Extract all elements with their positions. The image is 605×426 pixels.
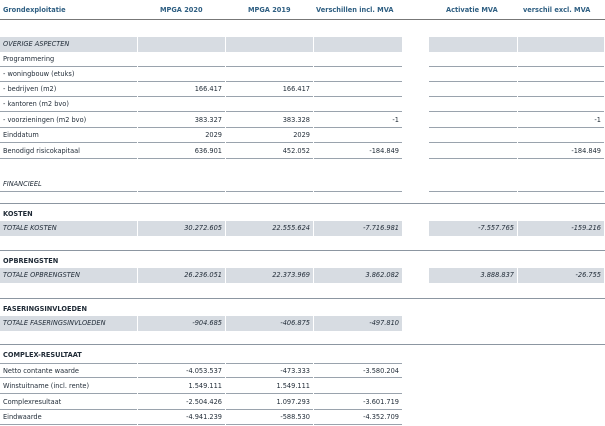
value-mpga-2019 <box>226 348 313 363</box>
table-row <box>0 348 605 363</box>
value-mpga-2019: 22.373.969 <box>226 268 313 283</box>
value-mpga-2020 <box>138 254 225 269</box>
value-verschil-excl: -26.755 <box>518 268 604 283</box>
header-divider <box>0 19 605 20</box>
row-label: - bedrijven (m2) <box>0 82 137 97</box>
value-activatie <box>429 97 517 112</box>
table-row <box>0 52 605 67</box>
value-verschillen <box>314 37 402 52</box>
value-verschillen <box>314 97 402 112</box>
section-label: FASERINGSINVLOEDEN <box>3 305 87 313</box>
row-label: TOTALE KOSTEN <box>0 221 137 236</box>
value-verschil-excl <box>518 379 604 394</box>
value-mpga-2019: 383.328 <box>226 113 313 128</box>
value-verschil-excl <box>518 254 604 269</box>
value-verschillen <box>314 254 402 269</box>
row-label: OVERIGE ASPECTEN <box>0 37 137 52</box>
value-verschillen: 3.862.082 <box>314 268 402 283</box>
value-activatie <box>429 395 517 410</box>
value-mpga-2020 <box>138 97 225 112</box>
row-label: Winstuitname (incl. rente) <box>0 379 137 394</box>
row-label: Eindwaarde <box>0 410 137 425</box>
value-activatie <box>429 37 517 52</box>
value-mpga-2020: -2.504.426 <box>138 395 225 410</box>
value-mpga-2020 <box>138 37 225 52</box>
value-verschil-excl <box>518 128 604 143</box>
value-verschillen <box>314 177 402 192</box>
value-mpga-2019: 1.549.111 <box>226 379 313 394</box>
value-verschil-excl <box>518 52 604 67</box>
row-label: Netto contante waarde <box>0 363 137 378</box>
value-verschil-excl: -184.849 <box>518 144 604 159</box>
value-verschillen: -1 <box>314 113 402 128</box>
header-grondexploitatie: Grondexploitatie <box>3 6 66 14</box>
table-row <box>0 254 605 269</box>
value-verschil-excl <box>518 67 604 82</box>
table-row <box>0 128 605 143</box>
table-row <box>0 37 605 52</box>
row-label: Complexresultaat <box>0 395 137 410</box>
value-verschil-excl <box>518 97 604 112</box>
value-mpga-2019 <box>226 177 313 192</box>
value-verschil-excl <box>518 410 604 425</box>
table-header <box>0 0 605 20</box>
table-row <box>0 207 605 222</box>
value-mpga-2020: 26.236.051 <box>138 268 225 283</box>
value-mpga-2019 <box>226 97 313 112</box>
value-activatie: -7.557.765 <box>429 221 517 236</box>
value-mpga-2020: 1.549.111 <box>138 379 225 394</box>
table-row <box>0 302 605 317</box>
value-activatie <box>429 348 517 363</box>
value-mpga-2019: -406.875 <box>226 316 313 331</box>
value-mpga-2020: 2029 <box>138 128 225 143</box>
row-label: Benodigd risicokapitaal <box>0 144 137 159</box>
value-activatie <box>429 177 517 192</box>
header-activatie-mva: Activatie MVA <box>446 6 498 14</box>
table-row <box>0 67 605 82</box>
value-verschil-excl <box>518 316 604 331</box>
row-label: TOTALE OPBRENGSTEN <box>0 268 137 283</box>
value-activatie <box>429 113 517 128</box>
table-row-total <box>0 316 605 331</box>
value-activatie <box>429 128 517 143</box>
value-verschillen: -4.352.709 <box>314 410 402 425</box>
value-mpga-2020 <box>138 52 225 67</box>
value-mpga-2019 <box>226 67 313 82</box>
value-verschil-excl: -159.216 <box>518 221 604 236</box>
section-divider <box>0 250 605 251</box>
value-mpga-2019: 1.097.293 <box>226 395 313 410</box>
value-verschil-excl <box>518 37 604 52</box>
value-mpga-2020: -4.941.239 <box>138 410 225 425</box>
header-mpga-2020: MPGA 2020 <box>160 6 203 14</box>
table-row <box>0 379 605 394</box>
header-verschil-excl: verschil excl. MVA <box>523 6 591 14</box>
value-activatie <box>429 379 517 394</box>
value-activatie <box>429 363 517 378</box>
value-mpga-2020 <box>138 67 225 82</box>
header-verschillen: Verschillen incl. MVA <box>316 6 394 14</box>
value-verschillen <box>314 82 402 97</box>
section-label: OPBRENGSTEN <box>3 257 59 265</box>
value-verschillen <box>314 207 402 222</box>
value-mpga-2020 <box>138 177 225 192</box>
value-mpga-2019: 22.555.624 <box>226 221 313 236</box>
value-mpga-2019 <box>226 207 313 222</box>
value-mpga-2019: -473.333 <box>226 363 313 378</box>
value-activatie <box>429 254 517 269</box>
value-verschil-excl <box>518 302 604 317</box>
row-label: Programmering <box>0 52 137 67</box>
value-mpga-2019 <box>226 254 313 269</box>
value-activatie <box>429 82 517 97</box>
value-verschillen <box>314 348 402 363</box>
table-row <box>0 82 605 97</box>
row-label: - voorzieningen (m2 bvo) <box>0 113 137 128</box>
table-row <box>0 177 605 192</box>
row-label: - kantoren (m2 bvo) <box>0 97 137 112</box>
table-row-total <box>0 268 605 283</box>
table-row <box>0 395 605 410</box>
table-row <box>0 363 605 378</box>
table-row-total <box>0 221 605 236</box>
value-activatie <box>429 316 517 331</box>
value-mpga-2019: 166.417 <box>226 82 313 97</box>
value-activatie <box>429 410 517 425</box>
value-verschillen: -7.716.981 <box>314 221 402 236</box>
table-row <box>0 410 605 425</box>
value-verschil-excl <box>518 348 604 363</box>
value-activatie <box>429 302 517 317</box>
value-verschillen <box>314 67 402 82</box>
table-row <box>0 113 605 128</box>
value-activatie <box>429 67 517 82</box>
value-verschil-excl <box>518 177 604 192</box>
value-mpga-2020: 636.901 <box>138 144 225 159</box>
value-mpga-2019: -588.530 <box>226 410 313 425</box>
value-mpga-2019: 452.052 <box>226 144 313 159</box>
section-divider <box>0 298 605 299</box>
section-divider <box>0 203 605 204</box>
value-verschil-excl <box>518 207 604 222</box>
row-label: Einddatum <box>0 128 137 143</box>
value-mpga-2020 <box>138 348 225 363</box>
row-label: TOTALE FASERINGSINVLOEDEN <box>0 316 137 331</box>
value-mpga-2020: -4.053.537 <box>138 363 225 378</box>
value-mpga-2020: -904.685 <box>138 316 225 331</box>
value-mpga-2020 <box>138 207 225 222</box>
value-activatie <box>429 207 517 222</box>
value-verschil-excl <box>518 82 604 97</box>
value-mpga-2020 <box>138 302 225 317</box>
section-label: KOSTEN <box>3 210 33 218</box>
value-verschillen: -3.580.204 <box>314 363 402 378</box>
value-mpga-2019 <box>226 52 313 67</box>
value-activatie <box>429 52 517 67</box>
section-divider <box>0 344 605 345</box>
value-mpga-2019: 2029 <box>226 128 313 143</box>
value-mpga-2020: 383.327 <box>138 113 225 128</box>
value-mpga-2020: 30.272.605 <box>138 221 225 236</box>
value-verschil-excl <box>518 395 604 410</box>
value-activatie: 3.888.837 <box>429 268 517 283</box>
row-label: - woningbouw (etuks) <box>0 67 137 82</box>
value-verschillen: -3.601.719 <box>314 395 402 410</box>
value-verschil-excl: -1 <box>518 113 604 128</box>
value-verschillen <box>314 379 402 394</box>
value-activatie <box>429 144 517 159</box>
value-mpga-2019 <box>226 37 313 52</box>
value-verschillen: -497.810 <box>314 316 402 331</box>
section-label: COMPLEX-RESULTAAT <box>3 351 82 359</box>
value-verschillen <box>314 302 402 317</box>
value-mpga-2019 <box>226 302 313 317</box>
header-mpga-2019: MPGA 2019 <box>248 6 291 14</box>
row-label: FINANCIEEL <box>0 177 137 192</box>
value-mpga-2020: 166.417 <box>138 82 225 97</box>
value-verschil-excl <box>518 363 604 378</box>
table-row <box>0 97 605 112</box>
table-row <box>0 144 605 159</box>
value-verschillen <box>314 52 402 67</box>
value-verschillen <box>314 128 402 143</box>
value-verschillen: -184.849 <box>314 144 402 159</box>
